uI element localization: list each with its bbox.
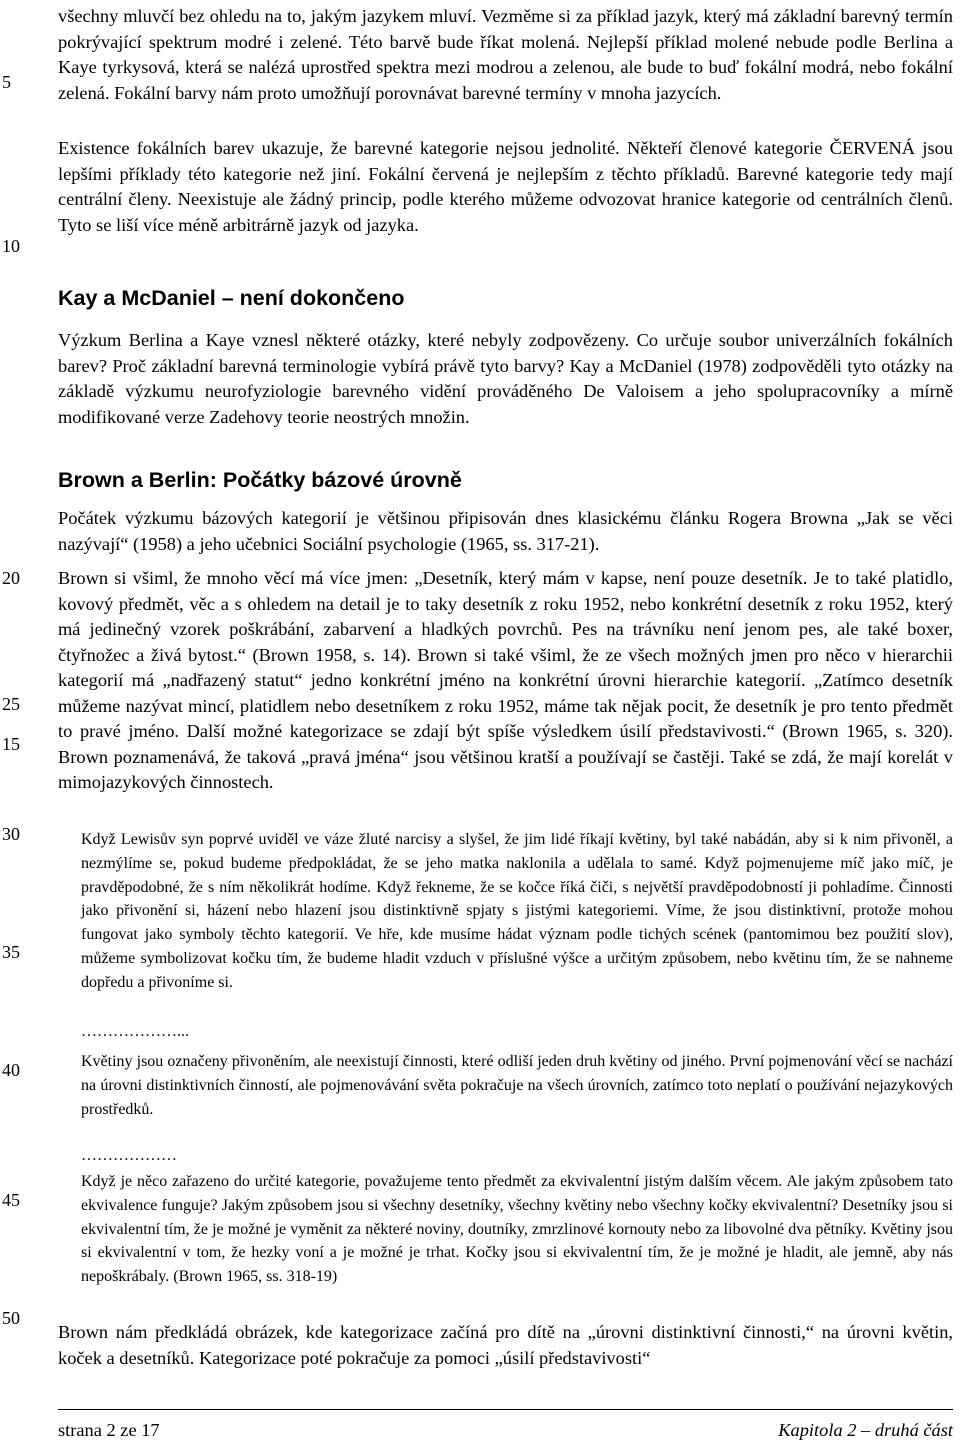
line-number: 35 xyxy=(2,942,20,962)
paragraph-brown-intro: Počátek výzkumu bázových kategorií je většinou připisován dnes klasickému článku Rogera Browna „Jak se věci nazývají“ (1958) a jeho učebnici Sociální psychologie (1965, ss. 317-21). xyxy=(58,508,953,554)
page-footer xyxy=(58,1409,953,1441)
line-number: 25 xyxy=(2,694,20,714)
ellipsis-separator: ……………… xyxy=(81,1147,177,1164)
quote-lewis-son: Když Lewisův syn poprvé uviděl ve váze žluté narcisy a slyšel, že jim lidé říkají květiny, byl také nabádán, aby si k nim přivoněl, a nezmýlíme se, pokud budeme předpokládat, že se jeho matka naklonila a udělala to samé. Když pojmenujeme míč jako míč, je pravděpodobné, že s ním několikrát hodíme. Když řekneme, že se kočce říká čiči, s největší pravděpodobností ji pohladíme. Činnosti jako přivonění si, házení nebo hlazení jsou distinktivně spjaty s jistými kategoriemi. Víme, že jsou distinktivní, protože mohou fungovat jako symboly těchto kategorií. Ve hře, kde musíme hádat význam podle tichých scének (pantomimou bez použití slov), můžeme symbolizovat kočku tím, že budeme hladit vzduch v příslušné výšce a určitým způsobem, nebo květinu tím, že se nahneme dopředu a přivoníme si. xyxy=(81,831,953,991)
line-number: 10 xyxy=(2,236,20,256)
quote-flowers: Květiny jsou označeny přivoněním, ale neexistují činnosti, které odliší jeden druh květiny od jiného. První pojmenování věcí se nachází na úrovni distinktivních činností, ale pojmenovávání světa pokračuje na všech úrovních, zatímco toto neplatí o používání nejazykových prostředků. xyxy=(81,1053,953,1118)
line-number: 50 xyxy=(2,1308,20,1328)
paragraph-brown-names: Brown si všiml, že mnoho věcí má více jmen: „Desetník, který mám v kapse, není pouze desetník. Je to také platidlo, kovový předmět, věc a s ohledem na detail je to taky desetník z roku 1952, nebo konkrétní desetník z roku 1952, který má jedinečný vzorek poškrábání, zabarvení a hladkých povrchů. Pes na trávníku není jenom pes, ale také boxer, čtyřnožec a živá bytost.“ (Brown 1958, s. 14). Brown si také všiml, že ze všech možných jmen pro něco v hierarchii kategorií má „nadřazený statut“ jedno konkrétní jméno na konkrétní úrovni hierarchie kategorií. „Zatímco desetník můžeme nazývat mincí, platidlem nebo desetníkem z roku 1952, máme tak nějak pocit, že desetník je pro tento předmět to pravé jméno. Další možné kategorizace se zdají být spíše výsledkem úsilí představivosti.“ (Brown 1965, s. 320). Brown poznamenává, že taková „pravá jména“ jsou většinou kratší a používají se častěji. Také se zdá, že mají korelát v mimojazykových činnostech. xyxy=(58,568,953,792)
heading-kay-mcdaniel: Kay a McDaniel – není dokončeno xyxy=(58,286,405,310)
line-number: 40 xyxy=(2,1060,20,1080)
chapter-label: Kapitola 2 – druhá část xyxy=(778,1420,953,1440)
line-number: 45 xyxy=(2,1190,20,1210)
heading-brown-berlin: Brown a Berlin: Počátky bázové úrovně xyxy=(58,468,462,492)
paragraph-category-members: Existence fokálních barev ukazuje, že barevné kategorie nejsou jednolité. Někteří členové kategorie ČERVENÁ jsou lepšími příklady této kategorie než jiní. Fokální červená je nejlepším z těchto příkladů. Barevné kategorie tedy mají centrální členy. Neexistuje ale žádný princip, podle kterého můžeme odvozovat hranice kategorie od centrálních členů. Tyto se liší více méně arbitrárně jazyk od jazyka. xyxy=(58,138,953,235)
quote-equivalence: Když je něco zařazeno do určité kategorie, považujeme tento předmět za ekvivalentní jistým dalším věcem. Ale jakým způsobem tato ekvivalence funguje? Jakým způsobem jsou si všechny desetníky, všechny květiny nebo všechny kočky ekvivalentní? Desetníky jsou si ekvivalentní tím, že je možné je vyměnit za některé noviny, doutníky, zmrzlinové kornouty nebo za libovolné dva pětníky. Květiny jsou si ekvivalentní v tom, že hezky voní a je možné je trhat. Kočky jsou si ekvivalentní tím, že je možné je hladit, ale jemně, aby nás nepoškrábaly. (Brown 1965, ss. 318-19) xyxy=(81,1173,953,1286)
paragraph-focal-colors: všechny mluvčí bez ohledu na to, jakým jazykem mluví. Vezměme si za příklad jazyk, který má základní barevný termín pokrývající spektrum modré i zelené. Této barvě bude říkat molená. Nejlepší příklad molené nebude podle Berlina a Kaye tyrkysová, která se nalézá uprostřed spektra mezi modrou a zelenou, ale bude to buď fokální modrá, nebo fokální zelená. Fokální barvy nám proto umožňují porovnávat barevné termíny v mnoha jazycích. xyxy=(58,6,953,103)
page-number: strana 2 ze 17 xyxy=(58,1420,160,1440)
line-number: 20 xyxy=(2,568,20,588)
line-number: 30 xyxy=(2,824,20,844)
paragraph-kay-mcdaniel: Výzkum Berlina a Kaye vznesl některé otázky, které nebyly zodpovězeny. Co určuje soubor univerzálních fokálních barev? Proč základní barevná terminologie vybírá právě tyto barvy? Kay a McDaniel (1978) zodpověděli tyto otázky na základě výzkumu neurofyziologie barevného vidění prováděného De Valoisem a jeho spolupracovníky a mírně modifikované verze Zadehovy teorie neostrých množin. xyxy=(58,330,953,427)
ellipsis-separator: ………………... xyxy=(81,1023,189,1040)
line-number: 5 xyxy=(2,72,11,92)
paragraph-brown-picture: Brown nám předkládá obrázek, kde kategorizace začíná pro dítě na „úrovni distinktivní činnosti,“ na úrovni květin, koček a desetníků. Kategorizace poté pokračuje za pomoci „úsilí představivosti“ xyxy=(58,1322,953,1368)
line-number: 15 xyxy=(2,734,20,754)
